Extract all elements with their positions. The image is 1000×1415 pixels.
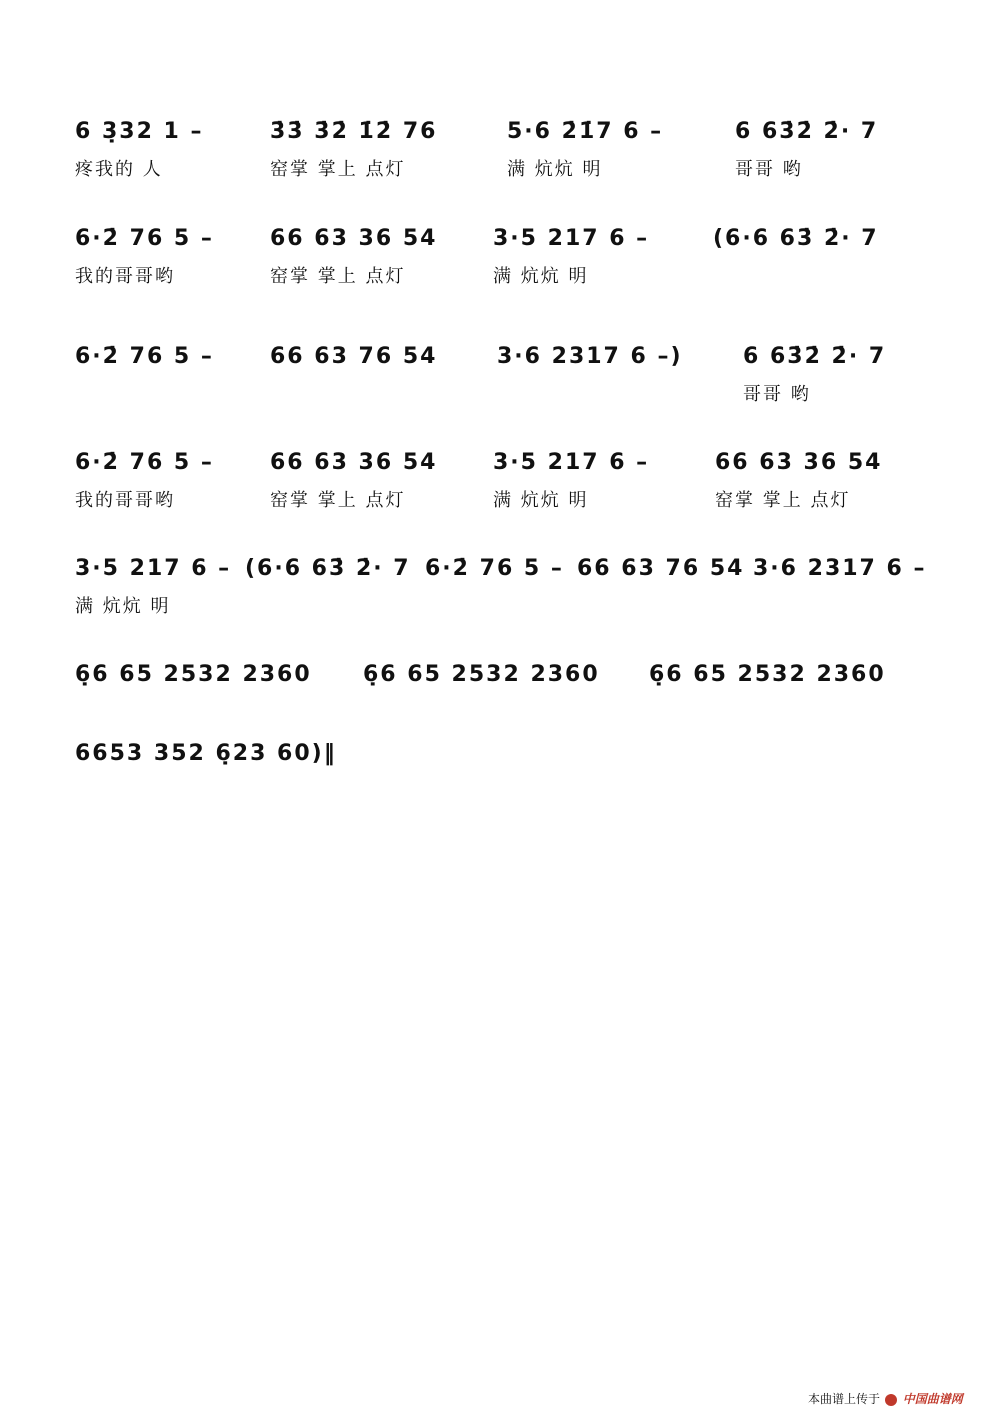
lyric: 满 炕炕 明	[75, 596, 171, 617]
site-name-link[interactable]: 中国曲谱网	[902, 1392, 963, 1406]
measure: 6·2̇ 76 5 –	[75, 450, 214, 475]
measure: 3̇3̇ 3̇2̇ 1̇2̇ 76	[270, 119, 438, 144]
lyric: 满 炕炕 明	[507, 159, 603, 180]
notation-line	[75, 446, 935, 486]
lyric-line	[75, 262, 935, 292]
measure: 6653 352 6̣23 60)‖	[75, 741, 337, 766]
notation-line	[75, 222, 935, 262]
measure: 6·2̇ 76 5 –	[425, 556, 564, 581]
site-logo-icon	[885, 1394, 897, 1406]
lyric: 窑掌 掌上 点灯	[270, 159, 406, 180]
lyric: 窑掌 掌上 点灯	[270, 490, 406, 511]
lyric-line	[75, 486, 935, 516]
score-system-7	[75, 737, 935, 777]
measure: 3·5 217 6 –	[493, 450, 650, 475]
measure: 3·5 217 6 –	[493, 226, 650, 251]
uploaded-text: 本曲谱上传于	[808, 1392, 881, 1406]
lyric: 哥哥 哟	[735, 159, 803, 180]
measure: (6·6 63̇ 2̇· 7	[245, 556, 411, 581]
lyric-line	[75, 380, 935, 410]
score-system-6	[75, 658, 935, 698]
lyric: 窑掌 掌上 点灯	[270, 266, 406, 287]
measure: 66 63 76 54	[270, 344, 438, 369]
notation-line	[75, 340, 935, 380]
measure: 66 63 76 54	[577, 556, 745, 581]
measure: 3·6 2317 6 –)	[497, 344, 683, 369]
measure: 6̣6 65 2532 2360	[649, 662, 886, 687]
measure: 3·6 2317 6 –	[753, 556, 927, 581]
measure: 6 3̣32 1 –	[75, 119, 204, 144]
measure: 3·5 217 6 –	[75, 556, 232, 581]
score-system-2	[75, 222, 935, 292]
notation-line	[75, 658, 935, 698]
lyric: 窑掌 掌上 点灯	[715, 490, 851, 511]
measure: 66 63 36 54	[270, 226, 438, 251]
measure: (6·6 63̇ 2̇· 7	[713, 226, 879, 251]
measure: 6̣6 65 2532 2360	[363, 662, 600, 687]
notation-line	[75, 552, 935, 592]
measure: 5·6 2̇1̇7 6 –	[507, 119, 664, 144]
measure: 6·2̇ 76 5 –	[75, 344, 214, 369]
lyric: 哥哥 哟	[743, 384, 811, 405]
measure: 6 63̇2̇ 2̇· 7	[735, 119, 879, 144]
measure: 6̣6 65 2532 2360	[75, 662, 312, 687]
measure: 6·2̇ 76 5 –	[75, 226, 214, 251]
score-system-3	[75, 340, 935, 410]
lyric: 我的哥哥哟	[75, 490, 175, 511]
measure: 66 63 36 54	[715, 450, 883, 475]
lyric: 满 炕炕 明	[493, 266, 589, 287]
lyric-line	[75, 592, 935, 622]
lyric-line	[75, 155, 935, 185]
notation-line	[75, 737, 935, 777]
lyric: 疼我的 人	[75, 159, 163, 180]
measure: 66 63 36 54	[270, 450, 438, 475]
lyric: 我的哥哥哟	[75, 266, 175, 287]
score-system-4	[75, 446, 935, 516]
lyric: 满 炕炕 明	[493, 490, 589, 511]
score-system-5	[75, 552, 935, 622]
upload-footer	[808, 1390, 963, 1407]
measure: 6 63̇2̇ 2̇· 7	[743, 344, 887, 369]
notation-line	[75, 115, 935, 155]
score-system-1	[75, 115, 935, 185]
